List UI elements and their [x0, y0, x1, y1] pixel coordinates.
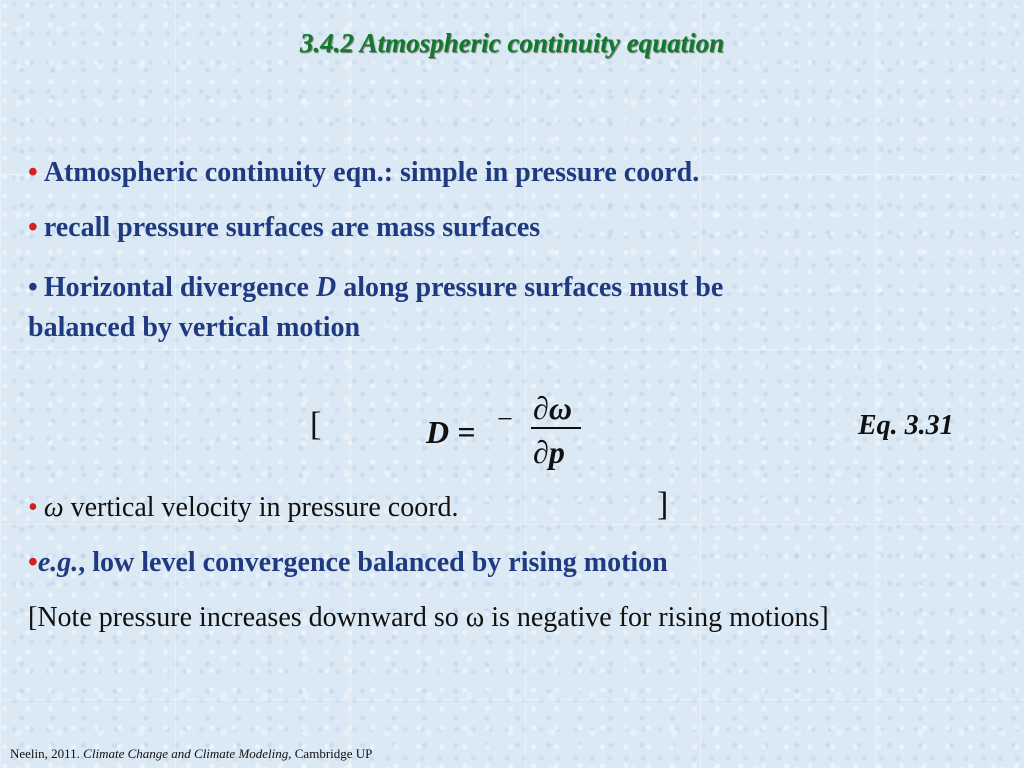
omega-symbol: ω — [43, 492, 64, 523]
bullet-text-line2: balanced by vertical motion — [28, 312, 361, 343]
equation-denominator: ∂p — [533, 434, 565, 470]
close-bracket: ] — [657, 486, 669, 523]
divergence-symbol: D — [315, 272, 337, 303]
eg-prefix: e.g. — [37, 547, 79, 578]
note-text-before: [Note pressure increases downward so — [28, 602, 466, 633]
eg-text: , low level convergence balanced by rising motion — [78, 547, 668, 578]
footer-publisher: Cambridge UP — [291, 746, 373, 761]
bullet-text: recall pressure surfaces are mass surfaces — [43, 212, 541, 243]
bullet-mass-surfaces — [28, 212, 540, 244]
note-line — [28, 602, 829, 634]
omega-text: vertical velocity in pressure coord. — [63, 492, 459, 523]
note-text-after: is negative for rising motions] — [484, 602, 829, 633]
equation-label: Eq. 3.31 — [858, 410, 954, 441]
bullet-marker: • — [28, 492, 38, 523]
bullet-continuity — [28, 157, 699, 189]
note-omega-symbol: ω — [465, 602, 485, 633]
bullet-omega — [28, 492, 459, 524]
bullet-text-after: along pressure surfaces must be — [336, 272, 724, 303]
footer-author: Neelin, 2011. — [10, 746, 84, 761]
bullet-text: Atmospheric continuity eqn.: simple in pressure coord. — [43, 157, 700, 188]
equation-minus: − — [497, 404, 513, 435]
bullet-marker: • — [28, 547, 38, 578]
bullet-eg — [28, 547, 668, 579]
open-bracket: [ — [310, 406, 322, 443]
bullet-marker: • — [28, 272, 38, 303]
bullet-divergence — [28, 268, 723, 348]
fraction-bar — [531, 427, 581, 429]
citation-footer — [10, 746, 372, 762]
footer-book: Climate Change and Climate Modeling, — [83, 746, 292, 761]
bullet-marker: • — [28, 157, 38, 188]
bullet-marker: • — [28, 212, 38, 243]
equation-lhs: D = — [426, 414, 476, 450]
bullet-text-before: Horizontal divergence — [43, 272, 316, 303]
slide-title: 3.4.2 Atmospheric continuity equation — [299, 28, 725, 58]
equation-numerator: ∂ω — [533, 390, 572, 426]
